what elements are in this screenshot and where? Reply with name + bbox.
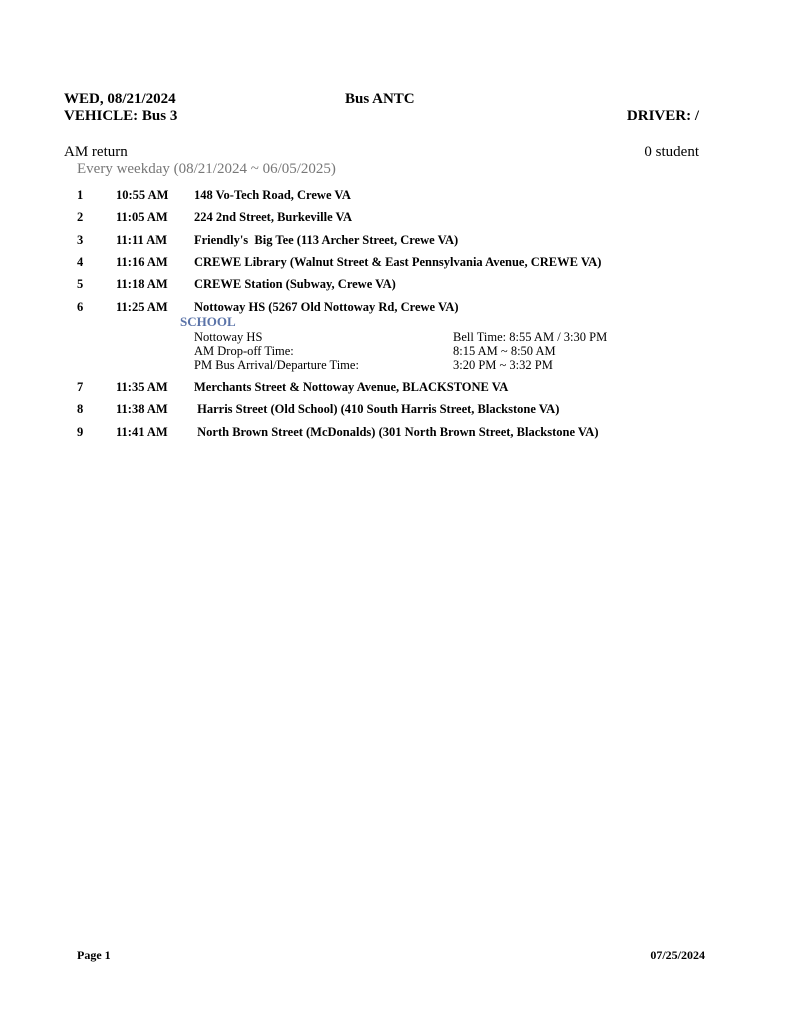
stop-time: 11:16 AM [116,255,168,269]
school-label: SCHOOL [180,314,236,329]
header-date: WED, 08/21/2024 [64,91,176,107]
stop-location: Nottoway HS (5267 Old Nottoway Rd, Crewe VA) [194,300,459,314]
stop-row [0,255,791,273]
stop-number: 7 [77,380,84,394]
route-schedule: Every weekday (08/21/2024 ~ 06/05/2025) [77,161,336,177]
am-dropoff-label: AM Drop-off Time: [194,344,294,358]
stop-location: 148 Vo-Tech Road, Crewe VA [194,188,351,202]
header-vehicle: VEHICLE: Bus 3 [64,108,178,124]
print-date: 07/25/2024 [650,948,705,962]
header-bus: Bus ANTC [345,91,415,107]
stop-number: 6 [77,300,84,314]
route-name: AM return [64,144,128,160]
stop-location: North Brown Street (McDonalds) (301 North Brown Street, Blackstone VA) [194,425,599,439]
pm-arrival-label: PM Bus Arrival/Departure Time: [194,358,359,372]
stop-number: 2 [77,210,84,224]
stop-number: 4 [77,255,84,269]
stop-row [0,277,791,295]
stop-location: Friendly's Big Tee (113 Archer Street, Crewe VA) [194,233,459,247]
stop-location: Harris Street (Old School) (410 South Harris Street, Blackstone VA) [194,402,560,416]
stop-location: CREWE Library (Walnut Street & East Pennsylvania Avenue, CREWE VA) [194,255,602,269]
am-dropoff-time: 8:15 AM ~ 8:50 AM [453,344,556,358]
stop-time: 11:41 AM [116,425,168,439]
school-name: Nottoway HS [194,330,263,344]
page-number: Page 1 [77,948,111,962]
stop-number: 5 [77,277,84,291]
stop-number: 9 [77,425,84,439]
stop-time: 11:05 AM [116,210,168,224]
header-driver: DRIVER: / [626,108,699,124]
stop-number: 1 [77,188,84,202]
stop-time: 11:35 AM [116,380,168,394]
stop-number: 8 [77,402,84,416]
stop-row [0,233,791,251]
pm-arrival-time: 3:20 PM ~ 3:32 PM [453,358,553,372]
bell-time: Bell Time: 8:55 AM / 3:30 PM [453,330,608,344]
stop-row [0,188,791,206]
stop-time: 11:38 AM [116,402,168,416]
stop-row [0,402,791,420]
stop-row [0,425,791,443]
stop-time: 11:25 AM [116,300,168,314]
stop-number: 3 [77,233,84,247]
stop-location: 224 2nd Street, Burkeville VA [194,210,352,224]
stop-time: 11:11 AM [116,233,168,247]
stop-location: Merchants Street & Nottoway Avenue, BLACKSTONE VA [194,380,509,394]
stop-location: CREWE Station (Subway, Crewe VA) [194,277,396,291]
stop-row [0,300,791,318]
stop-time: 11:18 AM [116,277,168,291]
stop-row [0,210,791,228]
stop-row [0,380,791,398]
stop-time: 10:55 AM [116,188,169,202]
student-count: 0 student [644,144,699,160]
